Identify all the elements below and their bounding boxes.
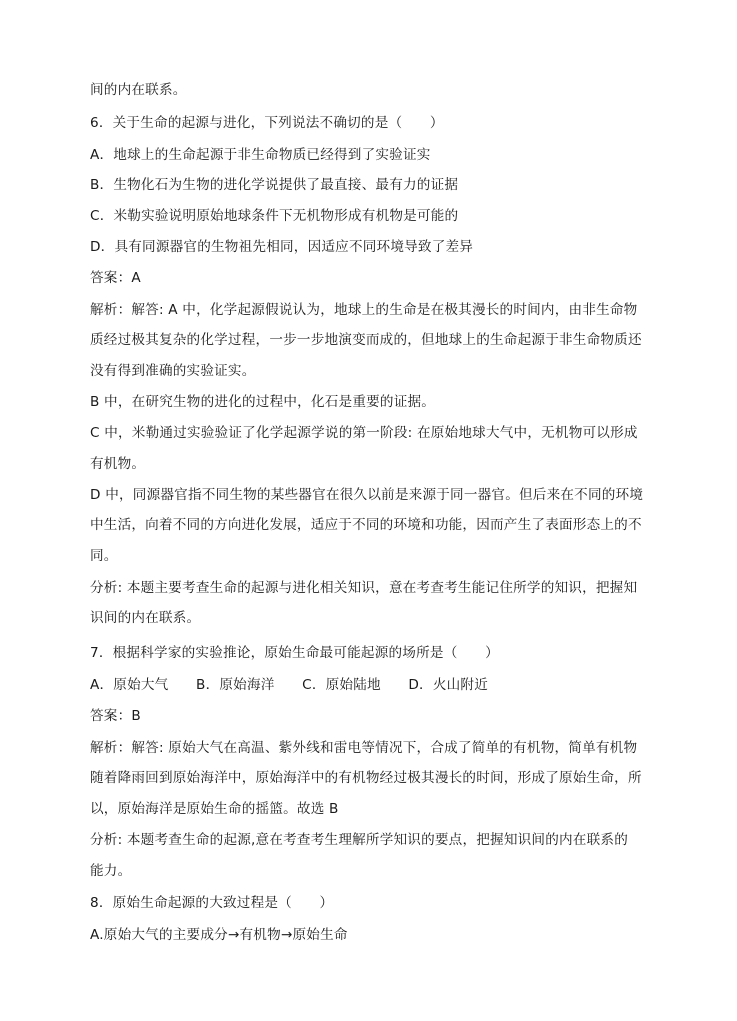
question-6-stem: 6．关于生命的起源与进化，下列说法不确切的是（ ）	[90, 115, 444, 131]
question-6-explanation-line: 解析：解答: A 中，化学起源假说认为，地球上的生命是在极其漫长的时间内，由非生命物	[90, 302, 638, 318]
question-7-explanation-line: 以，原始海洋是原始生命的摇篮。故选 B	[90, 801, 339, 817]
question-6-option-d: D．具有同源器官的生物祖先相同，因适应不同环境导致了差异	[90, 239, 474, 255]
question-7-explanation-line: 解析：解答: 原始大气在高温、紫外线和雷电等情况下，合成了简单的有机物，简单有机物	[90, 740, 638, 756]
question-6-explanation-line: 质经过极其复杂的化学过程，一步一步地演变而成的，但地球上的生命起源于非生命物质还	[90, 332, 642, 348]
question-6-explanation-line: 有机物。	[90, 456, 146, 472]
question-6-explanation-line: C 中，米勒通过实验验证了化学起源学说的第一阶段: 在原始地球大气中，无机物可以形成	[90, 425, 638, 441]
question-6-analysis-line: 识间的内在联系。	[90, 610, 201, 626]
question-8-option-a: A.原始大气的主要成分→有机物→原始生命	[90, 927, 348, 943]
question-7-stem: 7．根据科学家的实验推论，原始生命最可能起源的场所是（ ）	[90, 645, 499, 661]
question-6-explanation-line: 没有得到准确的实验证实。	[90, 363, 256, 379]
question-7-answer: 答案：B	[90, 708, 141, 724]
question-6-option-a: A．地球上的生命起源于非生命物质已经得到了实验证实	[90, 147, 431, 163]
question-6-explanation-line: 中生活，向着不同的方向进化发展，适应于不同的环境和功能，因而产生了表面形态上的不	[90, 517, 642, 533]
question-6-option-b: B．生物化石为生物的进化学说提供了最直接、最有力的证据	[90, 177, 459, 193]
question-6-explanation-line: B 中，在研究生物的进化的过程中，化石是重要的证据。	[90, 394, 436, 410]
question-7-analysis-line: 分析: 本题考查生命的起源,意在考查考生理解所学知识的要点，把握知识间的内在联系的	[90, 832, 628, 848]
question-6-analysis-line: 分析: 本题主要考查生命的起源与进化相关知识，意在考查考生能记住所学的知识，把握知	[90, 580, 638, 596]
question-6-answer: 答案：A	[90, 270, 141, 286]
question-6-explanation-line: D 中，同源器官指不同生物的某些器官在很久以前是来源于同一器官。但后来在不同的环境	[90, 487, 644, 503]
question-7-options: A．原始大气 B．原始海洋 C．原始陆地 D．火山附近	[90, 677, 489, 693]
question-7-analysis-line: 能力。	[90, 863, 132, 879]
question-8-stem: 8．原始生命起源的大致过程是（ ）	[90, 895, 334, 911]
question-6-explanation-line: 同。	[90, 548, 118, 564]
text-line-continuation: 间的内在联系。	[90, 82, 187, 98]
question-6-option-c: C．米勒实验说明原始地球条件下无机物形成有机物是可能的	[90, 208, 459, 224]
question-7-explanation-line: 随着降雨回到原始海洋中，原始海洋中的有机物经过极其漫长的时间，形成了原始生命，所	[90, 770, 642, 786]
